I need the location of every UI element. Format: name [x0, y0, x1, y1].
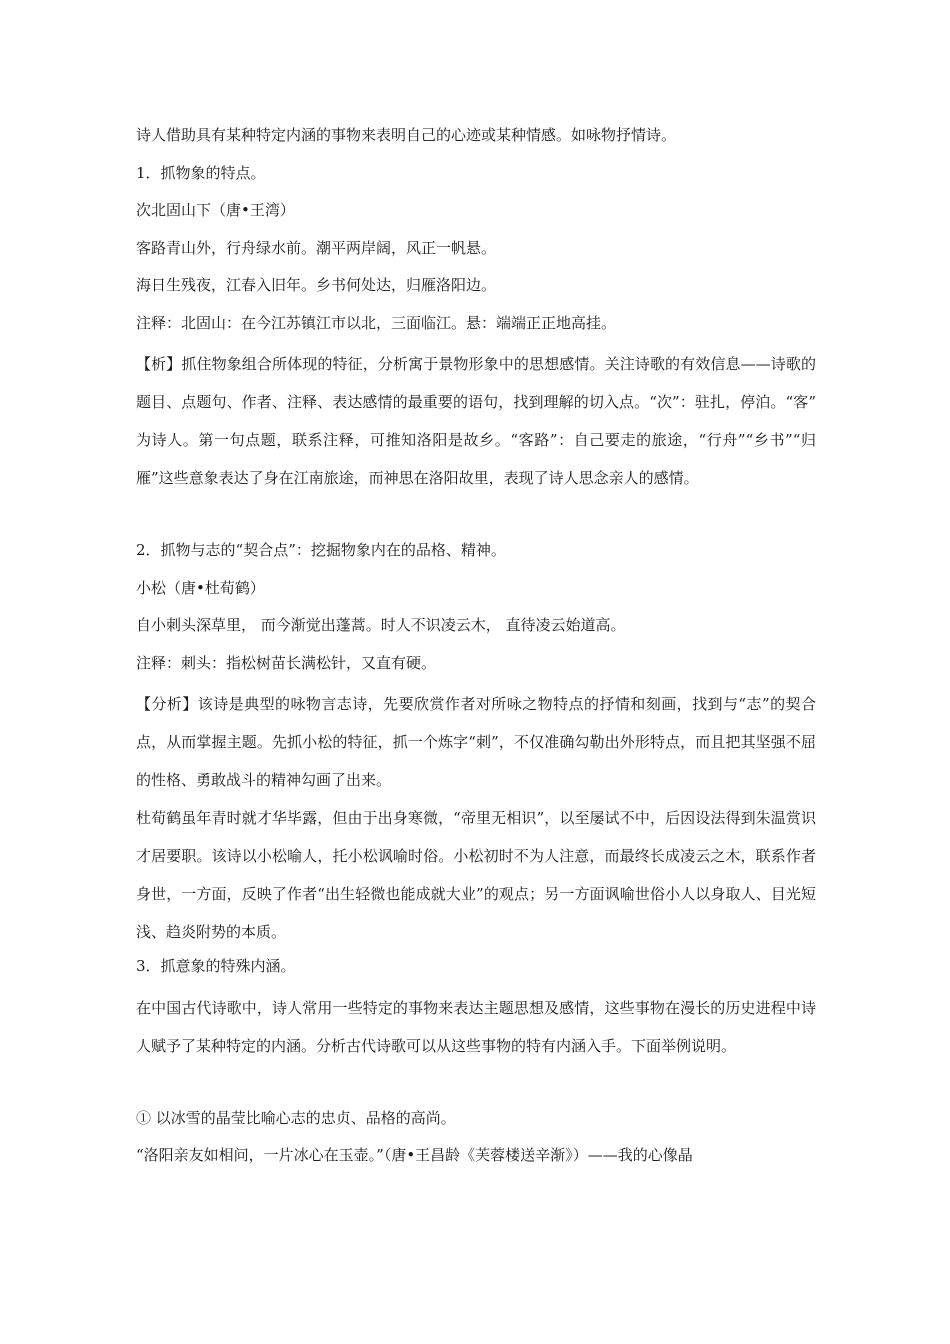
- imagery-item-1: ① 以冰雪的晶莹比喻心志的忠贞、品格的高尚。: [136, 1108, 456, 1127]
- author-background-paragraph: 杜荀鹤虽年青时就才华毕露，但由于出身寒微，“帝里无相识”，以至屡试不中，后因设法得到朱温赏识才居要职。该诗以小松喻人，托小松讽喻时俗。小松初时不为人注意，而最终长成凌云之木，联系作者身世，一方面，反映了作者“出生轻微也能成就大业”的观点；另一方面讽喻世俗小人以身取人、目光短浅、趋炎附势的本质。: [136, 809, 816, 941]
- analysis-paragraph-1: 【析】抓住物象组合所体现的特征，分析寓于景物形象中的思想感情。关注诗歌的有效信息——诗歌的题目、点题句、作者、注释、表达感情的最重要的语句，找到理解的切入点。“次”：驻扎，停泊。“客” 为诗人。第一句点题，联系注释，可推知洛阳是故乡。“客路”：自己要走的旅途，“行舟”“乡书”“归雁”这些意象表达了身在江南旅途，而神思在洛阳故里，表现了诗人思念亲人的感情。: [136, 355, 816, 487]
- poem-line-1b: 海日生残夜，江春入旧年。乡书何处达，归雁洛阳边。: [136, 276, 497, 294]
- poem-note-2: 注释：刺头：指松树苗长满松针，又直有硬。: [136, 653, 437, 672]
- quote-line-1: “洛阳亲友如相问，一片冰心在玉壶。”（唐•王昌龄《芙蓉楼送辛渐》）——我的心像晶: [136, 1146, 693, 1164]
- poem-note-1: 注释：北固山：在今江苏镇江市以北，三面临江。悬：端端正正地高挂。: [136, 313, 617, 332]
- poem-line-1a: 客路青山外，行舟绿水前。潮平两岸阔，风正一帆悬。: [136, 238, 497, 257]
- imagery-intro-paragraph: 在中国古代诗歌中，诗人常用一些特定的事物来表达主题思想及感情，这些事物在漫长的历史进程中诗人赋予了某种特定的内涵。分析古代诗歌可以从这些事物的特有内涵入手。下面举例说明。: [136, 998, 816, 1055]
- section-heading-3: 3．抓意象的特殊内涵。: [136, 957, 296, 975]
- poem-line-2: 自小刺头深草里， 而今渐觉出蓬蒿。时人不识凌云木， 直待凌云始道高。: [136, 616, 626, 634]
- poem-title-1: 次北固山下（唐•王湾）: [136, 201, 295, 219]
- intro-paragraph: 诗人借助具有某种特定内涵的事物来表明自己的心迹或某种情感。如咏物抒情诗。: [136, 126, 677, 144]
- poem-title-2: 小松（唐•杜荀鹤）: [136, 578, 265, 597]
- analysis-paragraph-2: 【分析】该诗是典型的咏物言志诗，先要欣赏作者对所咏之物特点的抒情和刻画，找到与“志”的契合点，从而掌握主题。先抓小松的特征，抓一个炼字“刺”，不仅准确勾勒出外形特点，而且把其坚强不屈的性格、勇敢战斗的精神勾画了出来。: [136, 695, 816, 789]
- section-heading-1: 1．抓物象的特点。: [136, 163, 266, 182]
- section-heading-2: 2．抓物与志的“契合点”：挖掘物象内在的品格、精神。: [136, 541, 506, 559]
- document-body: [136, 120, 816, 1170]
